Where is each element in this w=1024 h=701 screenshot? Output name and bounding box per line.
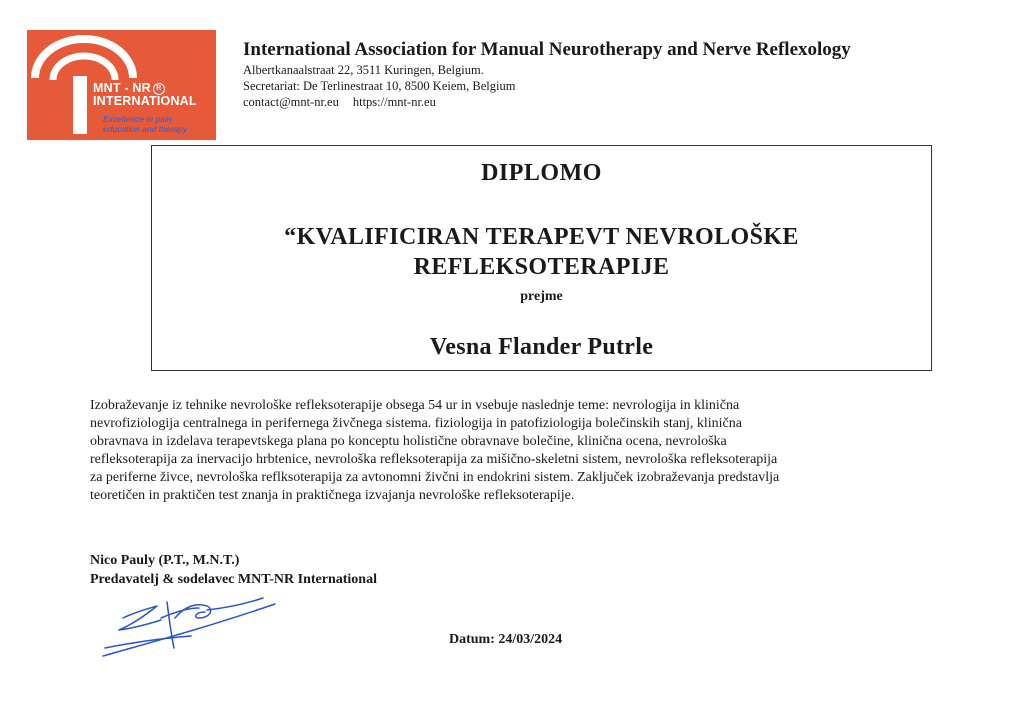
recipient-name: Vesna Flander Putrle — [429, 334, 654, 360]
course-description — [90, 397, 940, 505]
receives-label: prejme — [520, 289, 563, 304]
signatory-name: Nico Pauly (P.T., M.N.T.) — [90, 553, 240, 568]
issue-date: Datum: 24/03/2024 — [449, 632, 563, 647]
logo-brand-text: MNT - NR R INTERNATIONAL — [93, 81, 197, 108]
qualification-title: “KVALIFICIRAN TERAPEVT NEVROLOŠKE REFLEKSOTERAPIJE — [284, 224, 799, 280]
description-line: Izobraževanje iz tehnike nevrološke refleksoterapije obsega 54 ur in vsebuje naslednje teme: nevrologija in klinična — [90, 398, 740, 413]
description-line: za periferne živce, nevrološka reflksoterapija za avtonomni živčni in endokrini sistem. Zaključek izobraževanja predstavlja — [90, 470, 780, 485]
description-line: refleksoterapija za inervacijo hrbtenice, nevrološka refleksoterapija za mišično-skeletni sistem, nevrološka refleksoterapija — [90, 452, 778, 467]
diploma-title: DIPLOMO — [481, 160, 602, 186]
secretariat-address: Secretariat: De Terlinestraat 10, 8500 Keiem, Belgium — [243, 79, 516, 93]
logo-tagline: Excellence in pain education and therapy — [103, 114, 188, 134]
description-line: teoretičen in praktičen test znanja in praktičnega izvajanja nevrološke refleksoterapije. — [90, 488, 575, 503]
handwritten-signature — [95, 578, 295, 668]
organization-address: Albertkanaalstraat 22, 3511 Kuringen, Belgium. — [243, 63, 484, 77]
signatory-role: Predavatelj & sodelavec MNT-NR International — [90, 572, 377, 587]
description-line: nevrofiziologija centralnega in perifernega živčnega sistema. fiziologija in patofiziologija bolečinskih stanj, klinična — [90, 416, 742, 431]
registered-mark-icon: R — [153, 83, 165, 95]
description-line: obravnava in izdelava terapevtskega plana po konceptu holistične obravnave bolečine, klinična ocena, nevrološka — [90, 434, 727, 449]
contact-line — [243, 94, 851, 110]
organization-name: International Association for Manual Neurotherapy and Nerve Reflexology — [243, 39, 851, 60]
contact-email[interactable]: contact@mnt-nr.eu — [243, 95, 339, 109]
organization-logo — [27, 30, 216, 140]
letterhead — [243, 38, 851, 110]
contact-website[interactable]: https://mnt-nr.eu — [352, 95, 436, 109]
diploma-frame — [151, 145, 932, 371]
